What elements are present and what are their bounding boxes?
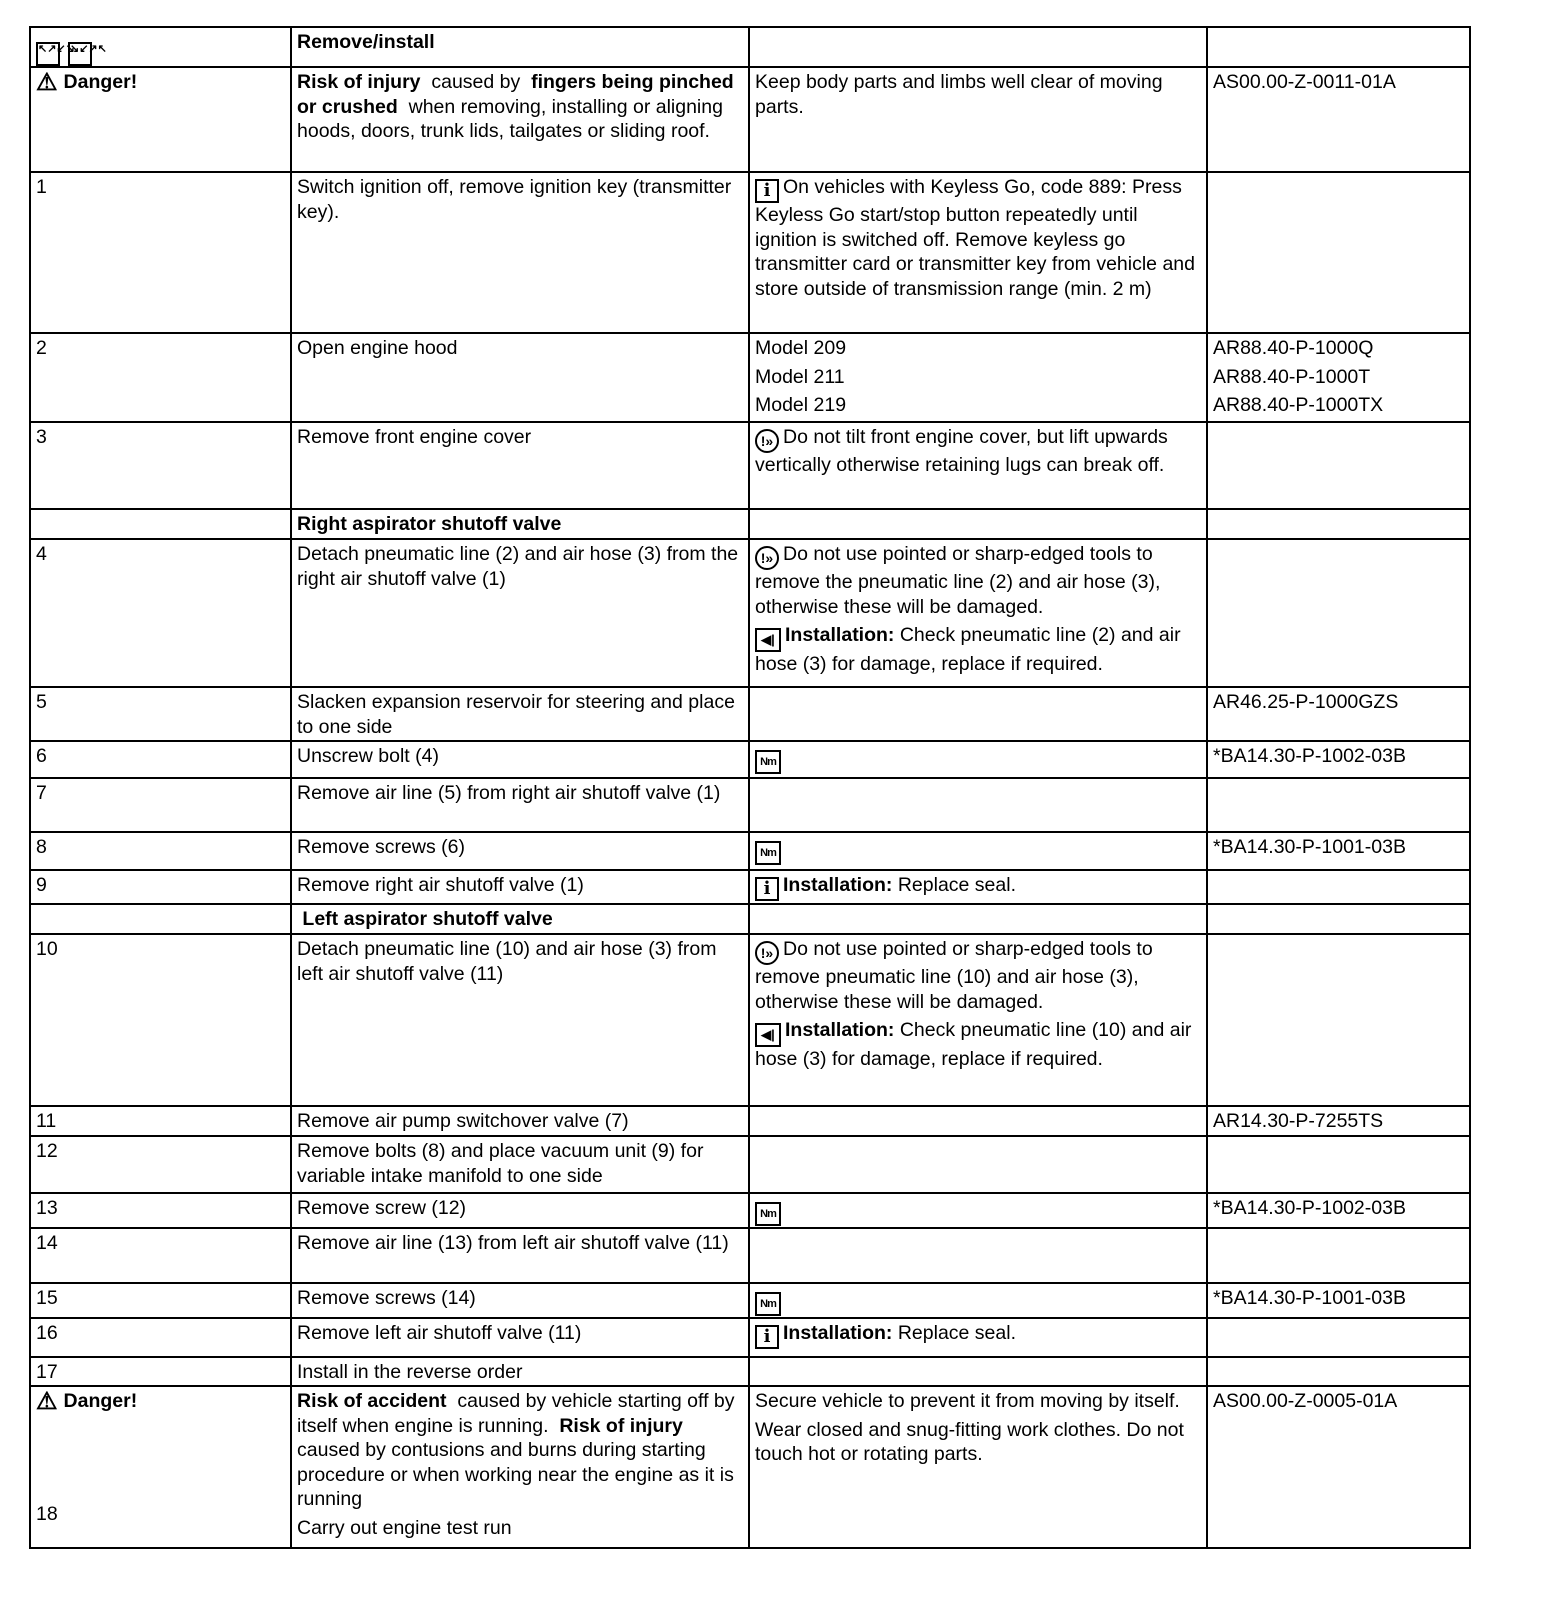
installation-icon: ◀| (755, 1023, 781, 1047)
text: Carry out engine test run (297, 1516, 512, 1539)
note-cell (749, 741, 1207, 778)
table-row (30, 539, 1470, 687)
cell-paragraph (755, 336, 1202, 361)
info-icon: i (755, 179, 779, 203)
reference-cell (1207, 870, 1470, 904)
cell-paragraph (755, 835, 1202, 865)
step-number-cell (30, 1283, 291, 1318)
text: 11 (36, 1110, 57, 1132)
text: Model 209 (755, 337, 847, 359)
step-number-cell (30, 539, 291, 687)
cell-paragraph (36, 1321, 286, 1346)
bold-text: Right aspirator shutoff valve (297, 513, 562, 535)
text: *BA14.30-P-1002-03B (1213, 745, 1406, 767)
note-cell (749, 934, 1207, 1106)
cell-paragraph (297, 1196, 744, 1221)
text: 8 (36, 836, 47, 858)
step-number-cell (30, 1357, 291, 1386)
text: AR88.40-P-1000Q (1213, 337, 1374, 359)
table-row (30, 778, 1470, 832)
cell-paragraph (297, 70, 744, 144)
step-number-cell (30, 27, 291, 67)
reference-cell (1207, 1193, 1470, 1228)
text: 12 (36, 1140, 58, 1162)
text: Remove bolts (8) and place vacuum unit (9) for variable intake manifold to one side (297, 1140, 709, 1187)
cell-paragraph (1213, 336, 1465, 361)
text: Do not use pointed or sharp-edged tools to remove pneumatic line (10) and air hose (3), otherwise these will be damaged. (755, 938, 1159, 1013)
bold-text: Risk of accident (297, 1390, 447, 1412)
text: Switch ignition off, remove ignition key (transmitter key). (297, 176, 737, 223)
cell-paragraph (755, 425, 1202, 478)
table-row (30, 1283, 1470, 1318)
note-cell (749, 832, 1207, 870)
reference-cell (1207, 539, 1470, 687)
step-number-cell (30, 832, 291, 870)
table-row (30, 832, 1470, 870)
reference-cell (1207, 904, 1470, 934)
table-row (30, 333, 1470, 422)
text: Model 211 (755, 365, 845, 388)
reference-cell (1207, 687, 1470, 741)
text: Remove air line (13) from left air shutoff valve (11) (297, 1232, 729, 1254)
cell-paragraph (36, 1139, 286, 1164)
cell-paragraph (297, 781, 744, 806)
table-row (30, 172, 1470, 333)
cell-paragraph (36, 1231, 286, 1256)
table-row (30, 67, 1470, 172)
text: 1 (36, 176, 47, 198)
text: Remove screws (14) (297, 1287, 476, 1309)
cell-paragraph (36, 175, 286, 200)
cell-paragraph (36, 873, 286, 898)
cell-paragraph (1213, 1196, 1465, 1221)
cell-paragraph (36, 1360, 286, 1385)
spacer (36, 1474, 286, 1498)
cell-paragraph (36, 1418, 286, 1442)
torque-nm-icon: Nm (755, 1292, 781, 1316)
step-number-cell (30, 687, 291, 741)
note-cell (749, 1386, 1207, 1548)
bold-text: Installation: (783, 874, 893, 896)
note-cell (749, 509, 1207, 539)
text: AS00.00-Z-0011-01A (1213, 71, 1396, 93)
spacer (36, 1418, 286, 1442)
text: Remove air pump switchover valve (7) (297, 1110, 629, 1132)
cell-paragraph (755, 393, 1202, 418)
text: caused by contusions and burns during starting procedure or when working near the engine as it is running (297, 1414, 740, 1510)
text: Install in the reverse order (297, 1361, 523, 1383)
cell-paragraph (297, 542, 744, 591)
step-number-cell (30, 333, 291, 422)
step-description-cell (291, 741, 749, 778)
bold-text: Danger! (63, 71, 138, 93)
cell-paragraph (297, 1360, 744, 1385)
text: 15 (36, 1287, 58, 1309)
cell-paragraph (1213, 70, 1465, 95)
text: Slacken expansion reservoir for steering and place to one side (297, 691, 741, 738)
text: AR14.30-P-7255TS (1213, 1110, 1384, 1132)
step-description-cell (291, 27, 749, 67)
text: Detach pneumatic line (2) and air hose (3) from the right air shutoff valve (1) (297, 543, 744, 590)
bold-text: Risk of injury (559, 1414, 683, 1437)
expand-icon: ↖↗↙↘ (36, 42, 60, 66)
step-number-cell (30, 1386, 291, 1548)
step-description-cell (291, 539, 749, 687)
cell-paragraph (297, 512, 744, 537)
text: Do not tilt front engine cover, but lift upwards vertically otherwise retaining lugs can break off. (755, 426, 1174, 476)
text: Remove screws (6) (297, 836, 465, 858)
cell-paragraph (36, 1446, 286, 1470)
reference-cell (1207, 1283, 1470, 1318)
note-cell (749, 27, 1207, 67)
text: 10 (36, 938, 58, 960)
text: Open engine hood (297, 337, 458, 359)
cell-paragraph (755, 873, 1202, 901)
text: 14 (36, 1232, 58, 1254)
bold-text: Remove/install (297, 31, 435, 53)
cell-paragraph (36, 542, 286, 567)
cell-paragraph (297, 1231, 744, 1256)
notice-icon: !» (755, 429, 779, 453)
cell-paragraph (297, 744, 744, 769)
text: Replace seal. (892, 874, 1016, 896)
table-row (30, 934, 1470, 1106)
cell-paragraph (36, 690, 286, 715)
cell-paragraph (1213, 393, 1465, 418)
cell-paragraph (36, 425, 286, 450)
step-number-cell (30, 1106, 291, 1136)
reference-cell (1207, 172, 1470, 333)
cell-paragraph (297, 690, 744, 739)
cell-paragraph (36, 744, 286, 769)
text: 18 (36, 1502, 58, 1525)
cell-paragraph (297, 1109, 744, 1134)
cell-paragraph (1213, 690, 1465, 715)
cell-paragraph (755, 1286, 1202, 1316)
text: Remove left air shutoff valve (11) (297, 1322, 582, 1344)
table-row (30, 904, 1470, 934)
step-number-cell (30, 422, 291, 509)
cell-paragraph (755, 365, 1202, 390)
cell-paragraph (36, 1109, 286, 1134)
text: AR88.40-P-1000TX (1213, 394, 1384, 416)
cell-paragraph (297, 907, 744, 932)
procedure-table (29, 26, 1471, 1549)
text: AR46.25-P-1000GZS (1213, 691, 1399, 713)
cell-paragraph (1213, 744, 1465, 769)
step-number-cell (30, 67, 291, 172)
step-description-cell (291, 904, 749, 934)
cell-paragraph (1213, 835, 1465, 860)
text: caused by vehicle starting off by itself when engine is running. (297, 1390, 740, 1437)
step-number-cell (30, 778, 291, 832)
notice-icon: !» (755, 546, 779, 570)
cell-paragraph (297, 425, 744, 450)
table-row (30, 27, 1470, 67)
reference-cell (1207, 832, 1470, 870)
text: 13 (36, 1197, 58, 1219)
step-number-cell (30, 934, 291, 1106)
text: Check pneumatic line (2) and air hose (3) for damage, replace if required. (755, 624, 1186, 675)
text: 5 (36, 691, 47, 713)
cell-paragraph (297, 873, 744, 898)
text: *BA14.30-P-1002-03B (1213, 1197, 1406, 1219)
reference-cell (1207, 1136, 1470, 1193)
text: Remove screw (12) (297, 1197, 467, 1219)
torque-nm-icon: Nm (755, 1202, 781, 1226)
table-row (30, 1318, 1470, 1357)
step-description-cell (291, 832, 749, 870)
torque-nm-icon: Nm (755, 750, 781, 774)
table-row (30, 1386, 1470, 1548)
reference-cell (1207, 67, 1470, 172)
reference-cell (1207, 741, 1470, 778)
note-cell (749, 778, 1207, 832)
step-description-cell (291, 778, 749, 832)
step-description-cell (291, 1386, 749, 1548)
text: Detach pneumatic line (10) and air hose (3) from left air shutoff valve (11) (297, 938, 722, 985)
bold-text: Installation: (783, 1322, 893, 1344)
reference-cell (1207, 422, 1470, 509)
step-description-cell (291, 870, 749, 904)
table-row (30, 687, 1470, 741)
note-cell (749, 1357, 1207, 1386)
table-row (30, 741, 1470, 778)
text: Do not use pointed or sharp-edged tools to remove the pneumatic line (2) and air hose (3), otherwise these will be damaged. (755, 543, 1166, 618)
bold-text: Left aspirator shutoff valve (297, 908, 553, 930)
torque-nm-icon: Nm (755, 841, 781, 865)
step-description-cell (291, 1106, 749, 1136)
text: Model 219 (755, 394, 847, 416)
note-cell (749, 687, 1207, 741)
cell-paragraph (36, 30, 286, 66)
table-row (30, 1136, 1470, 1193)
text: Keep body parts and limbs well clear of moving parts. (755, 71, 1168, 118)
step-description-cell (291, 1318, 749, 1357)
step-description-cell (291, 333, 749, 422)
step-number-cell (30, 1136, 291, 1193)
table-row (30, 1228, 1470, 1283)
cell-paragraph (755, 1389, 1202, 1414)
danger-warning-icon: ⚠ (36, 1388, 58, 1415)
bold-text: fingers being pinched or crushed (297, 71, 740, 118)
text: Remove front engine cover (297, 426, 532, 448)
step-description-cell (291, 1228, 749, 1283)
note-cell (749, 1193, 1207, 1228)
step-number-cell (30, 172, 291, 333)
text: when removing, installing or aligning hoods, doors, trunk lids, tailgates or sliding roof. (297, 95, 729, 142)
cell-paragraph (1213, 1389, 1465, 1414)
step-number-cell (30, 904, 291, 934)
step-description-cell (291, 1193, 749, 1228)
step-description-cell (291, 1357, 749, 1386)
step-description-cell (291, 934, 749, 1106)
cell-paragraph (36, 1196, 286, 1221)
note-cell (749, 1318, 1207, 1357)
step-number-cell (30, 870, 291, 904)
reference-cell (1207, 509, 1470, 539)
cell-paragraph (297, 835, 744, 860)
cell-paragraph (297, 1286, 744, 1311)
cell-paragraph (755, 175, 1202, 301)
text: 4 (36, 543, 47, 565)
reference-cell (1207, 333, 1470, 422)
note-cell (749, 333, 1207, 422)
text: 6 (36, 745, 47, 767)
cell-paragraph (1213, 365, 1465, 390)
cell-paragraph (36, 1389, 286, 1414)
bold-text: Installation: (785, 1019, 895, 1041)
reference-cell (1207, 1357, 1470, 1386)
reference-cell (1207, 778, 1470, 832)
cell-paragraph (755, 1196, 1202, 1226)
cell-paragraph (1213, 1109, 1465, 1134)
cell-paragraph (36, 1502, 286, 1527)
cell-paragraph (36, 835, 286, 860)
cell-paragraph (755, 1018, 1202, 1072)
text: 2 (36, 337, 47, 359)
cell-paragraph (755, 623, 1202, 677)
reference-cell (1207, 27, 1470, 67)
spacer (36, 1446, 286, 1470)
text: 9 (36, 874, 47, 896)
cell-paragraph (297, 336, 744, 361)
bold-text: Danger! (63, 1390, 138, 1412)
step-number-cell (30, 509, 291, 539)
cell-paragraph (36, 70, 286, 95)
cell-paragraph (297, 30, 744, 55)
info-icon: i (755, 1325, 779, 1349)
reference-cell (1207, 934, 1470, 1106)
table-row (30, 1106, 1470, 1136)
text: *BA14.30-P-1001-03B (1213, 1287, 1406, 1309)
text: 17 (36, 1361, 58, 1383)
step-description-cell (291, 1136, 749, 1193)
table-row (30, 1193, 1470, 1228)
cell-paragraph (36, 1474, 286, 1498)
note-cell (749, 1106, 1207, 1136)
table-row (30, 1357, 1470, 1386)
text: Check pneumatic line (10) and air hose (3) for damage, replace if required. (755, 1019, 1197, 1070)
text: Wear closed and snug-fitting work clothes. Do not touch hot or rotating parts. (755, 1418, 1190, 1465)
text: AS00.00-Z-0005-01A (1213, 1390, 1398, 1412)
step-number-cell (30, 741, 291, 778)
bold-text: Risk of injury (297, 71, 421, 93)
step-number-cell (30, 1193, 291, 1228)
text: *BA14.30-P-1001-03B (1213, 836, 1406, 858)
cell-paragraph (1213, 1286, 1465, 1311)
text: 7 (36, 782, 47, 804)
cell-paragraph (755, 1321, 1202, 1349)
step-description-cell (291, 422, 749, 509)
text: AR88.40-P-1000T (1213, 365, 1371, 388)
text: Secure vehicle to prevent it from moving by itself. (755, 1390, 1180, 1412)
step-description-cell (291, 687, 749, 741)
cell-paragraph (36, 781, 286, 806)
note-cell (749, 172, 1207, 333)
collapse-icon: ↘↙↗↖ (68, 42, 92, 66)
step-number-cell (30, 1228, 291, 1283)
cell-paragraph (297, 1139, 744, 1188)
bold-text: Installation: (785, 624, 895, 646)
reference-cell (1207, 1228, 1470, 1283)
table-row (30, 870, 1470, 904)
text: caused by (420, 71, 532, 93)
reference-cell (1207, 1318, 1470, 1357)
note-cell (749, 870, 1207, 904)
cell-paragraph (755, 937, 1202, 1014)
note-cell (749, 1283, 1207, 1318)
cell-paragraph (755, 744, 1202, 774)
cell-paragraph (297, 937, 744, 986)
cell-paragraph (36, 937, 286, 962)
table-row (30, 509, 1470, 539)
danger-warning-icon: ⚠ (36, 69, 58, 96)
text: 3 (36, 426, 47, 448)
step-description-cell (291, 172, 749, 333)
cell-paragraph (755, 1418, 1202, 1467)
text: Replace seal. (892, 1322, 1016, 1344)
note-cell (749, 1136, 1207, 1193)
step-description-cell (291, 509, 749, 539)
step-number-cell (30, 1318, 291, 1357)
text: 16 (36, 1322, 58, 1344)
reference-cell (1207, 1386, 1470, 1548)
cell-paragraph (755, 542, 1202, 619)
text: Unscrew bolt (4) (297, 745, 439, 767)
note-cell (749, 904, 1207, 934)
note-cell (749, 1228, 1207, 1283)
info-icon: i (755, 877, 779, 901)
reference-cell (1207, 1106, 1470, 1136)
cell-paragraph (297, 1389, 744, 1512)
step-description-cell (291, 67, 749, 172)
text: Remove air line (5) from right air shutoff valve (1) (297, 782, 721, 804)
text: Remove right air shutoff valve (1) (297, 874, 584, 896)
step-description-cell (291, 1283, 749, 1318)
installation-icon: ◀| (755, 628, 781, 652)
note-cell (749, 67, 1207, 172)
cell-paragraph (36, 1286, 286, 1311)
note-cell (749, 539, 1207, 687)
cell-paragraph (297, 175, 744, 224)
table-row (30, 422, 1470, 509)
note-cell (749, 422, 1207, 509)
cell-paragraph (297, 1321, 744, 1346)
notice-icon: !» (755, 941, 779, 965)
cell-paragraph (36, 336, 286, 361)
cell-paragraph (755, 70, 1202, 119)
cell-paragraph (297, 1516, 744, 1541)
text: On vehicles with Keyless Go, code 889: Press Keyless Go start/stop button repeatedly until ignition is switched off. Remove keyless go transmitter card or transmitter key from vehicle and store outside of transmission range (min. 2 m) (755, 176, 1201, 300)
